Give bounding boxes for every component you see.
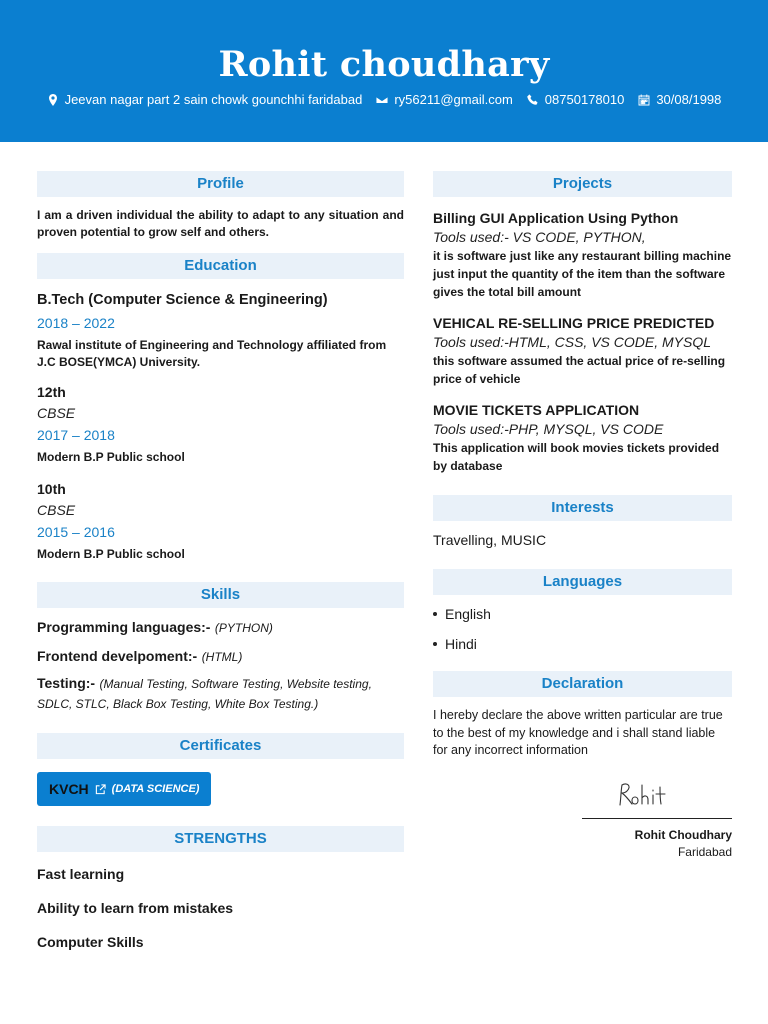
email-text[interactable]: ry56211@gmail.com [394, 92, 513, 107]
dob-contact [638, 92, 721, 107]
contact-bar [0, 92, 768, 107]
project-name: MOVIE TICKETS APPLICATION [433, 402, 640, 418]
projects-section-title: Projects [433, 171, 732, 197]
project-description: this software assumed the actual price of re-selling price of vehicle [433, 354, 726, 386]
phone-icon [527, 94, 539, 106]
education-school: Rawal institute of Engineering and Technology affiliated from J.C BOSE(YMCA) University. [37, 338, 387, 369]
language-item [433, 635, 732, 653]
project-tools: Tools used:- VS CODE, PYTHON, [433, 229, 646, 245]
declaration-section-title: Declaration [433, 671, 732, 697]
bullet-icon [433, 612, 437, 616]
language-name: English [445, 606, 491, 622]
location-pin-icon [47, 94, 59, 106]
certificate-name: KVCH [49, 781, 89, 797]
skill-detail: (PYTHON) [214, 621, 273, 635]
right-column [433, 171, 732, 760]
address-text: Jeevan nagar part 2 sain chowk gounchhi faridabad [64, 92, 363, 107]
envelope-icon [376, 94, 388, 106]
skills-section-title: Skills [37, 582, 404, 608]
certificates-section-title: Certificates [37, 733, 404, 759]
email-contact[interactable] [376, 92, 512, 107]
skill-label: Programming languages:- [37, 619, 211, 635]
education-dates: 2018 – 2022 [37, 315, 115, 331]
strengths-section-title: STRENGTHS [37, 826, 404, 852]
declaration-text: I hereby declare the above written particular are true to the best of my knowledge and i shall stand liable for any incorrect information [433, 708, 723, 757]
address-contact [47, 92, 363, 107]
bullet-icon [433, 642, 437, 646]
education-dates: 2017 – 2018 [37, 427, 115, 443]
signature-line [582, 818, 732, 819]
external-link-icon [95, 784, 106, 795]
education-dates: 2015 – 2016 [37, 524, 115, 540]
resume-header [0, 0, 768, 142]
strength-item: Fast learning [37, 866, 125, 882]
project-item [433, 401, 732, 475]
skill-detail: (HTML) [201, 650, 243, 664]
project-item [433, 209, 732, 301]
project-name: Billing GUI Application Using Python [433, 210, 679, 226]
education-board: CBSE [37, 502, 76, 518]
dob-text: 30/08/1998 [656, 92, 722, 107]
signer-name: Rohit Choudhary [634, 828, 732, 842]
project-item [433, 314, 732, 388]
education-degree: 12th [37, 384, 66, 400]
project-tools: Tools used:-PHP, MYSQL, VS CODE [433, 421, 664, 437]
certificate-detail: (DATA SCIENCE) [111, 783, 200, 795]
certificate-item [37, 772, 404, 806]
phone-text[interactable]: 08750178010 [544, 92, 625, 107]
languages-section-title: Languages [433, 569, 732, 595]
kvch-certificate-link[interactable] [37, 772, 211, 806]
skill-item [37, 617, 404, 638]
education-section-title: Education [37, 253, 404, 279]
education-degree: 10th [37, 481, 66, 497]
education-item [37, 479, 404, 565]
project-description: This application will book movies tickets provided by database [433, 441, 720, 473]
calendar-icon [638, 94, 650, 106]
skill-detail: (Manual Testing, Software Testing, Website testing, SDLC, STLC, Black Box Testing, White Box Testing.) [37, 677, 372, 711]
education-degree: B.Tech (Computer Science & Engineering) [37, 292, 328, 308]
strength-item: Computer Skills [37, 934, 144, 950]
project-tools: Tools used:-HTML, CSS, VS CODE, MYSQL [433, 334, 712, 350]
education-item [37, 291, 404, 371]
language-name: Hindi [445, 636, 477, 652]
skill-label: Frontend develpoment:- [37, 648, 198, 664]
profile-section-title: Profile [37, 171, 404, 197]
profile-text: I am a driven individual the ability to adapt to any situation and proven potential to grow self and others. [37, 208, 404, 239]
phone-contact[interactable] [527, 92, 625, 107]
education-board: CBSE [37, 405, 76, 421]
language-item [433, 605, 732, 623]
candidate-name: Rohit choudhary [218, 44, 550, 85]
interests-section-title: Interests [433, 495, 732, 521]
skill-item [37, 646, 404, 667]
education-school: Modern B.P Public school [37, 450, 185, 464]
skill-item [37, 674, 404, 714]
strength-item: Ability to learn from mistakes [37, 900, 234, 916]
education-item [37, 382, 404, 468]
signer-place: Faridabad [677, 845, 732, 859]
project-description: it is software just like any restaurant billing machine just input the quantity of the item than the software gives the total bill amount [433, 249, 732, 299]
skill-label: Testing:- [37, 675, 96, 691]
education-school: Modern B.P Public school [37, 547, 185, 561]
signature [617, 781, 677, 809]
project-name: VEHICAL RE-SELLING PRICE PREDICTED [433, 315, 715, 331]
left-column [37, 171, 404, 951]
interests-text: Travelling, MUSIC [433, 532, 547, 548]
